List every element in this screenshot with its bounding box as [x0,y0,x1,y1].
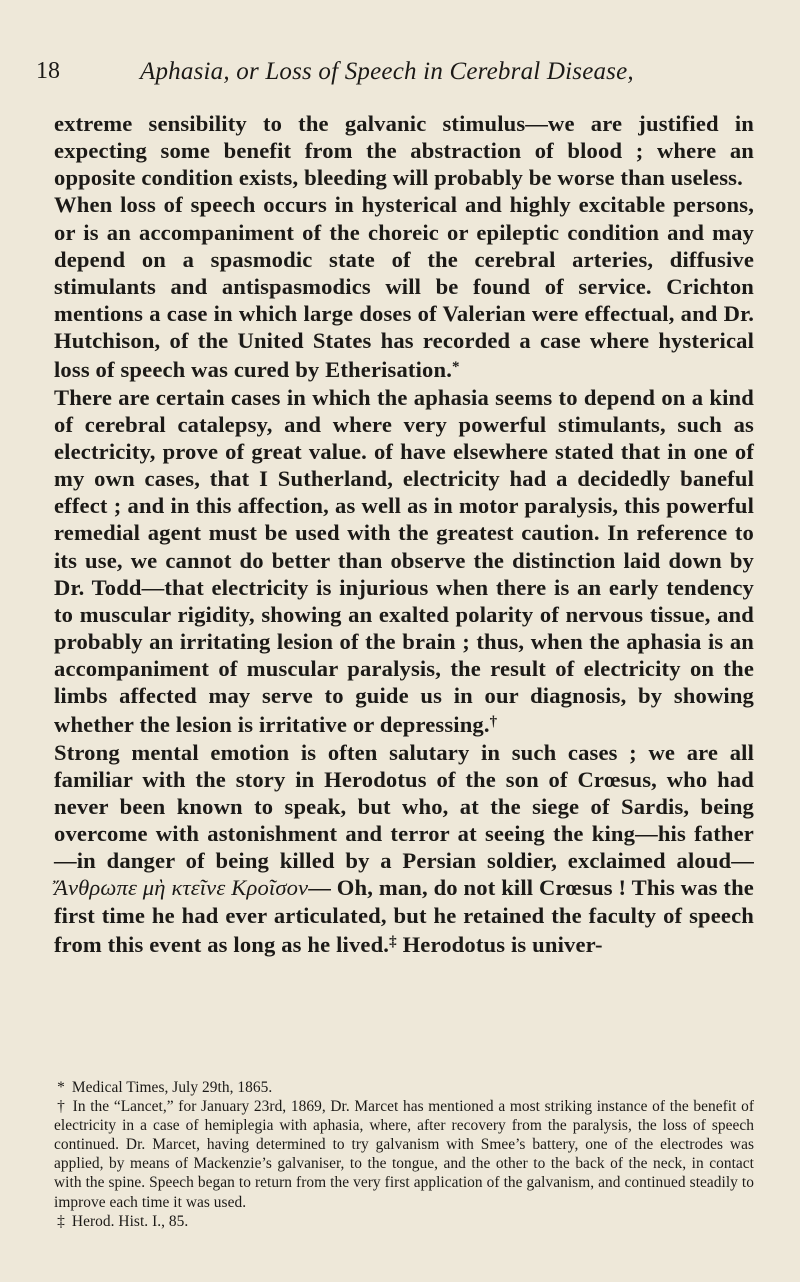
paragraph-text: Strong mental emotion is often salutary in such cases ; we are all familiar with the story in Herodotus of the son of Crœsus, who had never been known to speak, but who, at the siege of Sardis, being overcome with astonishment and terror at seeing the king—his father—in danger of being killed by a Persian soldier, exclaimed aloud— [54,739,754,874]
paragraph [54,739,754,958]
footnote-reference: ‡ [389,933,397,950]
paragraph-text: There are certain cases in which the aphasia seems to depend on a kind of cerebral catalepsy, and where very powerful stimulants, such as electricity, prove of great value. of have elsewhere stated that in one of my own cases, that I Sutherland, electricity had a decidedly baneful effect ; and in this affection, as well as in motor paralysis, this powerful remedial agent must be used with the greatest caution. In reference to its use, we cannot do better than observe the distinction laid down by Dr. Todd—that electricity is injurious when there is an early tendency to muscular rigidity, showing an exalted polarity of nervous tissue, and probably an irritating lesion of the brain ; thus, when the aphasia is an accompaniment of muscular paralysis, the result of electricity on the limbs affected may serve to guide us in our diagnosis, by showing whether the lesion is irritative or depressing. [54,384,754,738]
paragraph [54,110,754,191]
footnote [54,1097,754,1212]
footnote-reference: * [452,359,460,376]
paragraph-text: extreme sensibility to the galvanic stimulus—we are justified in expecting some benefit from the abstraction of blood ; where an opposite condition exists, bleeding will probably be worse than useless. [54,111,754,191]
footnote-mark: * [57,1079,65,1096]
footnote-mark: ‡ [57,1212,65,1230]
footnote-text: Medical Times, July 29th, 1865. [71,1079,273,1096]
paragraph [54,191,754,383]
footnote [54,1212,754,1231]
footnote-text: In the “Lancet,” for January 23rd, 1869, Dr. Marcet has mentioned a most striking instance of the benefit of electricity in a case of hemiplegia with aphasia, where, after recovery from the paralysis, the loss of speech continued. Dr. Marcet, having determined to try galvanism with Smee’s battery, one of the electrodes was applied, by means of Mackenzie’s galvaniser, to the tongue, and the other to the back of the neck, in contact with the spine. Speech began to return from the very first application of the galvanism, and continued steadily to improve each time it was used. [54,1098,754,1211]
footnote [54,1078,754,1097]
paragraph-text: Herodotus is univer- [396,931,603,957]
footnote-text: Herod. Hist. I., 85. [71,1212,189,1230]
footnote-reference: † [489,714,498,731]
page-header [36,58,776,94]
page-number: 18 [36,58,60,84]
greek-quotation: Ἄνθρωπε μὴ κτεῖνε Κροῖσον [54,875,309,901]
running-title: Aphasia, or Loss of Speech in Cerebral Disease, [140,58,634,85]
paragraph [54,384,754,739]
footnote-mark: † [57,1098,65,1116]
paragraph-text: When loss of speech occurs in hysterical and highly excitable persons, or is an accompaniment of the choreic or epileptic condition and may depend on a spasmodic state of the cerebral arteries, diffusive stimulants and antispasmodics will be found of service. Crichton mentions a case in which large doses of Valerian were effectual, and Dr. Hutchison, of the United States has recorded a case where hysterical loss of speech was cured by Etherisation. [54,192,754,383]
paragraph-text: — Oh, man, do not kill Crœsus ! This was the first time he had ever articulated, but he retained the faculty of speech from this event as long as he lived. [54,875,754,957]
footnotes [54,1078,754,1231]
body-text [54,110,754,958]
